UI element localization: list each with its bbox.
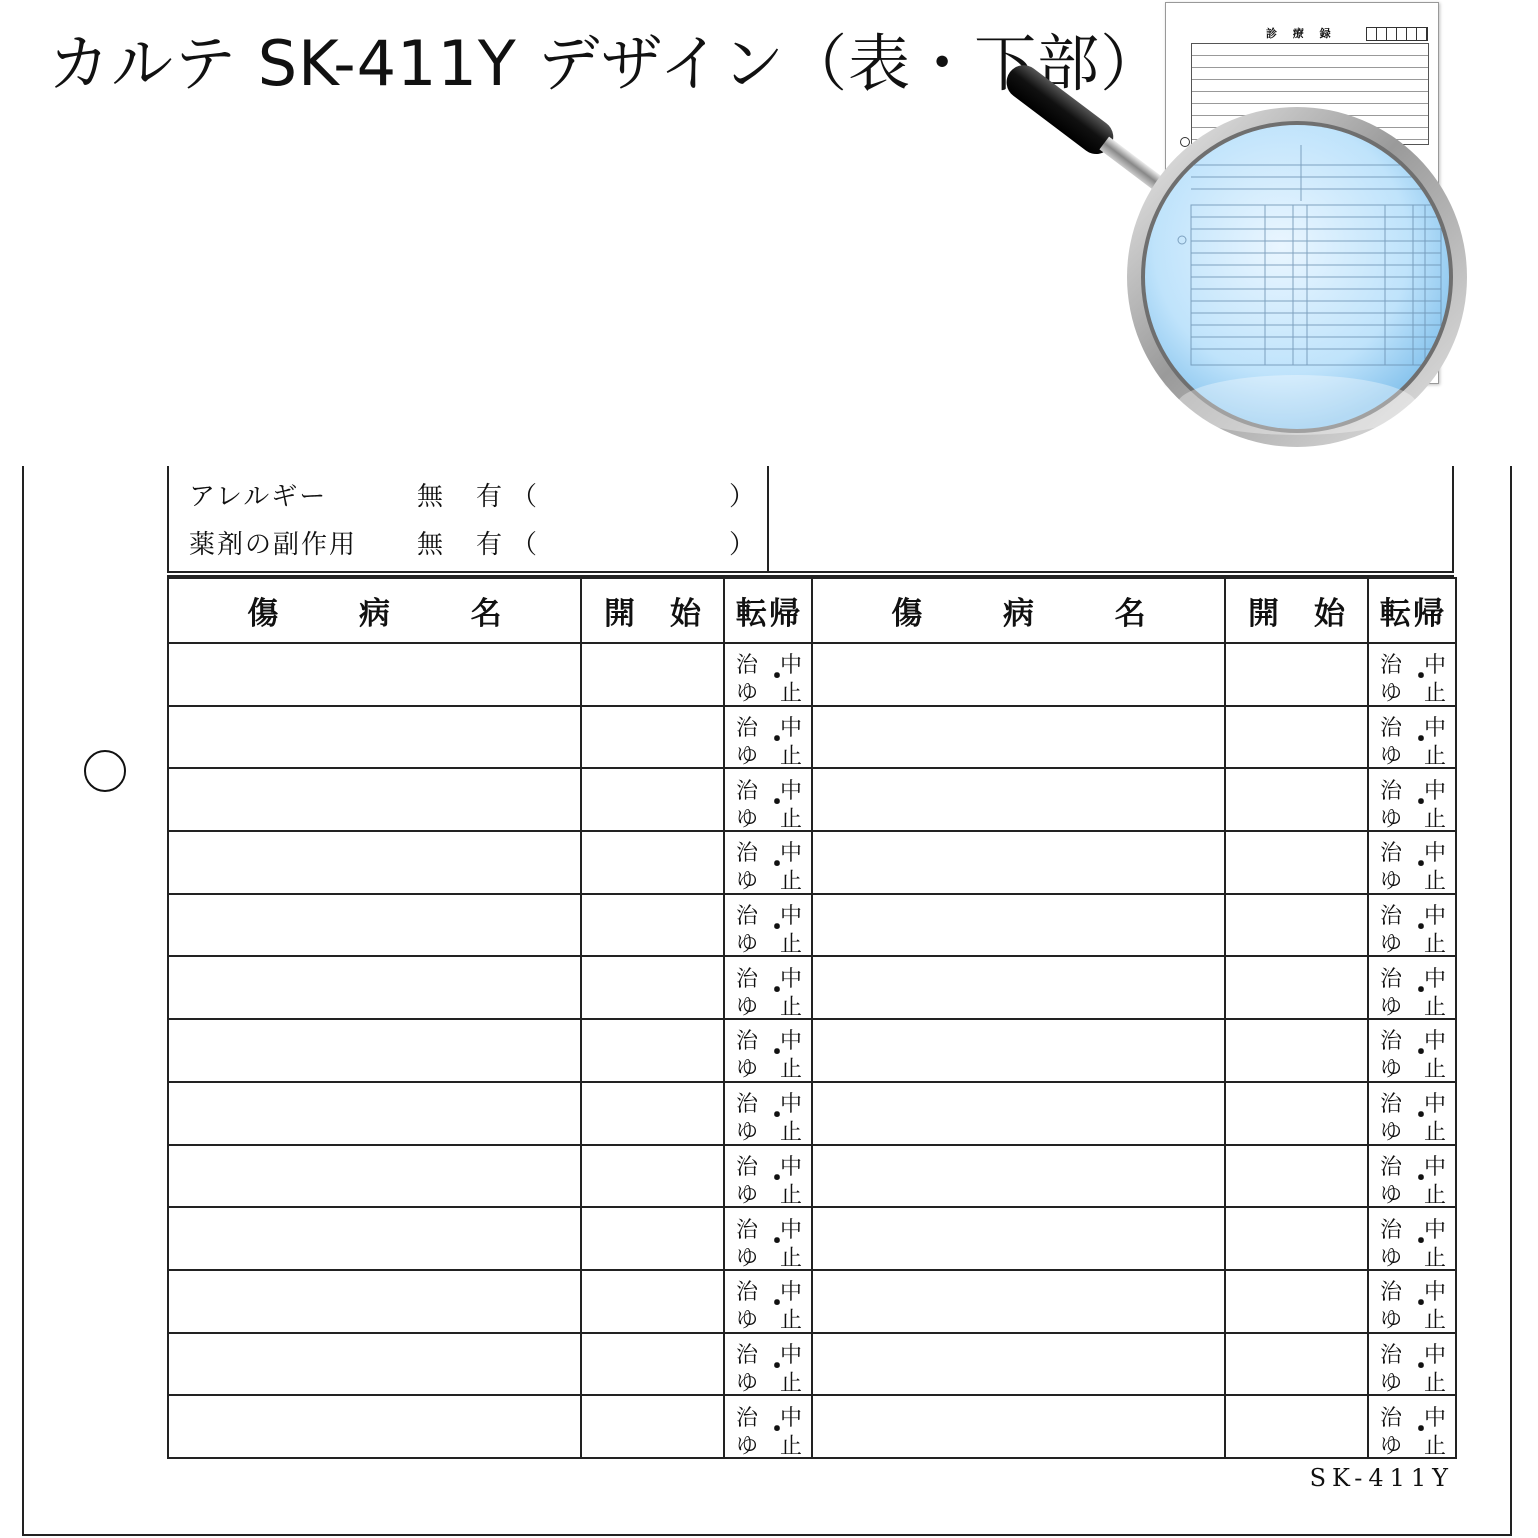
outcome-cured-top: 治	[1380, 1280, 1403, 1306]
start-date-cell-left[interactable]	[581, 1207, 724, 1270]
outcome-stop-bottom: 止	[780, 1370, 803, 1396]
disease-name-cell-left[interactable]	[168, 894, 581, 957]
outcome-separator: ・	[1408, 1414, 1435, 1445]
outcome-separator: ・	[764, 1101, 791, 1132]
outcome-stop-bottom: 止	[1424, 1245, 1447, 1271]
outcome-cell-right[interactable]	[1368, 1270, 1456, 1333]
outcome-stop-bottom: 止	[1424, 806, 1447, 832]
outcome-cured-top: 治	[1380, 1405, 1403, 1431]
outcome-cured-top: 治	[1380, 1342, 1403, 1368]
disease-name-cell-left[interactable]	[168, 1207, 581, 1270]
outcome-stop-top: 中	[780, 1217, 803, 1243]
start-date-cell-right[interactable]	[1225, 831, 1368, 894]
outcome-stop-bottom: 止	[1424, 681, 1447, 707]
outcome-cured-bottom: ゆ	[736, 806, 759, 832]
outcome-choice	[1369, 895, 1455, 958]
table-row	[168, 1082, 1456, 1145]
disease-name-cell-right[interactable]	[812, 831, 1225, 894]
disease-name-cell-right[interactable]	[812, 1270, 1225, 1333]
punch-hole	[84, 750, 126, 792]
outcome-stop-top: 中	[1424, 1280, 1447, 1306]
disease-name-cell-right[interactable]	[812, 1145, 1225, 1208]
outcome-cured-top: 治	[736, 1154, 759, 1180]
outcome-cured-top: 治	[1380, 1154, 1403, 1180]
outcome-cured-top: 治	[1380, 778, 1403, 804]
outcome-stop-top: 中	[1424, 841, 1447, 867]
outcome-separator: ・	[1408, 913, 1435, 944]
outcome-choice	[1369, 958, 1455, 1018]
outcome-stop-bottom: 止	[780, 1182, 803, 1208]
outcome-cured-bottom: ゆ	[1380, 869, 1403, 895]
table-row	[168, 643, 1456, 706]
side-effects-none-option[interactable]: 無	[417, 530, 446, 560]
thumbnail-title: 診 療 録	[1266, 27, 1337, 40]
disease-name-cell-right[interactable]	[812, 1333, 1225, 1396]
outcome-cell-left[interactable]	[724, 956, 812, 1019]
start-date-cell-left[interactable]	[581, 768, 724, 831]
outcome-stop-top: 中	[780, 1154, 803, 1180]
outcome-cell-right[interactable]	[1368, 894, 1456, 957]
outcome-separator: ・	[764, 1289, 791, 1320]
outcome-cell-right[interactable]	[1368, 643, 1456, 706]
header-outcome-left	[724, 578, 812, 643]
outcome-cured-bottom: ゆ	[1380, 806, 1403, 832]
outcome-cured-bottom: ゆ	[1380, 1245, 1403, 1271]
outcome-stop-top: 中	[1424, 1405, 1447, 1431]
start-date-cell-left[interactable]	[581, 1270, 724, 1333]
outcome-stop-bottom: 止	[780, 1057, 803, 1083]
start-date-cell-right[interactable]	[1225, 643, 1368, 706]
outcome-choice	[725, 644, 811, 707]
outcome-stop-bottom: 止	[780, 1433, 803, 1459]
outcome-cured-top: 治	[736, 653, 759, 679]
outcome-cell-left[interactable]	[724, 1145, 812, 1208]
outcome-separator: ・	[1408, 975, 1435, 1006]
start-date-cell-right[interactable]	[1225, 1145, 1368, 1208]
outcome-stop-bottom: 止	[1424, 1057, 1447, 1083]
outcome-separator: ・	[764, 1038, 791, 1069]
outcome-choice	[1369, 832, 1455, 895]
outcome-stop-top: 中	[780, 1280, 803, 1306]
outcome-stop-bottom: 止	[780, 1308, 803, 1334]
allergy-label: アレルギー	[189, 482, 328, 512]
outcome-stop-top: 中	[780, 653, 803, 679]
outcome-cured-bottom: ゆ	[1380, 1182, 1403, 1208]
outcome-stop-bottom: 止	[780, 681, 803, 707]
start-date-cell-right[interactable]	[1225, 956, 1368, 1019]
disease-name-cell-left[interactable]	[168, 1019, 581, 1082]
outcome-stop-bottom: 止	[1424, 1120, 1447, 1146]
outcome-stop-bottom: 止	[1424, 1433, 1447, 1459]
outcome-choice	[725, 832, 811, 895]
header-text: 傷 病 名	[247, 596, 502, 632]
outcome-cured-bottom: ゆ	[736, 869, 759, 895]
outcome-stop-bottom: 止	[1424, 932, 1447, 958]
outcome-separator: ・	[764, 662, 791, 693]
outcome-separator: ・	[764, 725, 791, 756]
allergy-paren-open: （	[511, 482, 540, 512]
outcome-separator: ・	[1408, 725, 1435, 756]
side-effects-label: 薬剤の副作用	[189, 530, 358, 560]
outcome-stop-bottom: 止	[780, 1120, 803, 1146]
outcome-cured-top: 治	[736, 1280, 759, 1306]
outcome-cured-top: 治	[1380, 904, 1403, 930]
start-date-cell-right[interactable]	[1225, 1395, 1368, 1458]
table-row	[168, 894, 1456, 957]
outcome-separator: ・	[1408, 1101, 1435, 1132]
outcome-choice	[1369, 644, 1455, 707]
disease-name-cell-left[interactable]	[168, 1145, 581, 1208]
start-date-cell-left[interactable]	[581, 1333, 724, 1396]
disease-name-cell-right[interactable]	[812, 1019, 1225, 1082]
outcome-cured-bottom: ゆ	[736, 1245, 759, 1271]
start-date-cell-left[interactable]	[581, 1019, 724, 1082]
start-date-cell-left[interactable]	[581, 1145, 724, 1208]
start-date-cell-left[interactable]	[581, 1395, 724, 1458]
outcome-cell-right[interactable]	[1368, 1019, 1456, 1082]
disease-name-cell-left[interactable]	[168, 831, 581, 894]
outcome-cell-left[interactable]	[724, 1082, 812, 1145]
outcome-cured-top: 治	[736, 1092, 759, 1118]
outcome-choice	[1369, 1209, 1455, 1269]
outcome-stop-top: 中	[1424, 1029, 1447, 1055]
outcome-separator: ・	[1408, 1038, 1435, 1069]
page-title: カルテ SK-411Y デザイン（表・下部）	[48, 27, 1164, 100]
disease-name-cell-left[interactable]	[168, 1082, 581, 1145]
disease-name-cell-right[interactable]	[812, 706, 1225, 769]
outcome-cell-left[interactable]	[724, 894, 812, 957]
header-outcome-right	[1368, 578, 1456, 643]
outcome-stop-bottom: 止	[1424, 994, 1447, 1020]
outcome-stop-top: 中	[1424, 778, 1447, 804]
outcome-stop-bottom: 止	[1424, 869, 1447, 895]
start-date-cell-left[interactable]	[581, 1082, 724, 1145]
outcome-choice	[1369, 1334, 1455, 1394]
outcome-cell-right[interactable]	[1368, 831, 1456, 894]
outcome-cell-left[interactable]	[724, 768, 812, 831]
disease-table	[167, 577, 1457, 1459]
outcome-cell-left[interactable]	[724, 643, 812, 706]
outcome-cured-top: 治	[736, 904, 759, 930]
start-date-cell-right[interactable]	[1225, 1019, 1368, 1082]
outcome-cured-top: 治	[1380, 1029, 1403, 1055]
table-row	[168, 956, 1456, 1019]
outcome-separator: ・	[1408, 1226, 1435, 1257]
outcome-cured-top: 治	[736, 716, 759, 742]
outcome-cured-bottom: ゆ	[1380, 1308, 1403, 1334]
outcome-stop-top: 中	[780, 841, 803, 867]
outcome-choice	[725, 1271, 811, 1334]
table-row	[168, 1333, 1456, 1396]
disease-name-cell-right[interactable]	[812, 1395, 1225, 1458]
magnifying-glass-icon	[1125, 105, 1470, 450]
allergy-section	[167, 466, 1454, 572]
outcome-cell-right[interactable]	[1368, 1333, 1456, 1396]
outcome-cured-bottom: ゆ	[736, 681, 759, 707]
outcome-separator: ・	[764, 975, 791, 1006]
outcome-stop-top: 中	[780, 966, 803, 992]
start-date-cell-right[interactable]	[1225, 1270, 1368, 1333]
outcome-cured-top: 治	[1380, 653, 1403, 679]
outcome-cured-top: 治	[736, 1405, 759, 1431]
outcome-cell-left[interactable]	[724, 831, 812, 894]
outcome-stop-top: 中	[1424, 653, 1447, 679]
start-date-cell-left[interactable]	[581, 831, 724, 894]
disease-name-cell-right[interactable]	[812, 768, 1225, 831]
header-text: 転 帰	[736, 596, 800, 632]
outcome-cured-bottom: ゆ	[1380, 744, 1403, 770]
outcome-cured-top: 治	[1380, 716, 1403, 742]
outcome-cured-bottom: ゆ	[1380, 1120, 1403, 1146]
outcome-cured-bottom: ゆ	[736, 1433, 759, 1459]
table-row	[168, 1145, 1456, 1208]
outcome-cured-top: 治	[1380, 841, 1403, 867]
outcome-cell-left[interactable]	[724, 1207, 812, 1270]
outcome-separator: ・	[764, 787, 791, 818]
header-disease-name-left	[168, 578, 581, 643]
outcome-stop-bottom: 止	[1424, 1370, 1447, 1396]
start-date-cell-right[interactable]	[1225, 1207, 1368, 1270]
outcome-choice	[1369, 1020, 1455, 1083]
disease-name-cell-right[interactable]	[812, 1207, 1225, 1270]
table-row	[168, 1395, 1456, 1458]
disease-name-cell-left[interactable]	[168, 1333, 581, 1396]
outcome-stop-top: 中	[780, 1092, 803, 1118]
outcome-cured-bottom: ゆ	[736, 1120, 759, 1146]
outcome-cell-left[interactable]	[724, 1333, 812, 1396]
outcome-stop-top: 中	[780, 904, 803, 930]
outcome-cured-bottom: ゆ	[736, 744, 759, 770]
outcome-cured-bottom: ゆ	[1380, 681, 1403, 707]
outcome-separator: ・	[1408, 1163, 1435, 1194]
outcome-cured-bottom: ゆ	[736, 1057, 759, 1083]
outcome-cured-top: 治	[1380, 1217, 1403, 1243]
outcome-cured-bottom: ゆ	[1380, 1057, 1403, 1083]
outcome-choice	[725, 958, 811, 1018]
outcome-choice	[725, 770, 811, 830]
outcome-separator: ・	[764, 1163, 791, 1194]
table-row	[168, 1019, 1456, 1082]
outcome-stop-bottom: 止	[1424, 1308, 1447, 1334]
start-date-cell-right[interactable]	[1225, 768, 1368, 831]
outcome-cured-top: 治	[736, 1029, 759, 1055]
outcome-stop-bottom: 止	[1424, 744, 1447, 770]
table-row	[168, 1207, 1456, 1270]
outcome-choice	[725, 1146, 811, 1206]
header-start-left	[581, 578, 724, 643]
outcome-cell-right[interactable]	[1368, 1145, 1456, 1208]
outcome-choice	[725, 1209, 811, 1269]
outcome-separator: ・	[764, 1351, 791, 1382]
disease-name-cell-right[interactable]	[812, 894, 1225, 957]
outcome-choice	[725, 1334, 811, 1394]
header-disease-name-right	[812, 578, 1225, 643]
header-text: 傷 病 名	[891, 596, 1146, 632]
outcome-cured-bottom: ゆ	[736, 994, 759, 1020]
start-date-cell-left[interactable]	[581, 706, 724, 769]
outcome-choice	[1369, 707, 1455, 770]
start-date-cell-right[interactable]	[1225, 1082, 1368, 1145]
outcome-cured-bottom: ゆ	[736, 1182, 759, 1208]
side-effects-paren-close: ）	[729, 530, 758, 560]
outcome-cured-top: 治	[736, 1342, 759, 1368]
outcome-cured-top: 治	[736, 966, 759, 992]
outcome-choice	[1369, 1083, 1455, 1146]
outcome-stop-top: 中	[780, 716, 803, 742]
outcome-cell-right[interactable]	[1368, 1395, 1456, 1458]
outcome-cured-top: 治	[1380, 1092, 1403, 1118]
header-text: 転 帰	[1380, 596, 1444, 632]
outcome-cured-top: 治	[736, 841, 759, 867]
outcome-cell-left[interactable]	[724, 1270, 812, 1333]
disease-name-cell-right[interactable]	[812, 956, 1225, 1019]
disease-name-cell-left[interactable]	[168, 1270, 581, 1333]
outcome-cured-top: 治	[736, 778, 759, 804]
outcome-cured-bottom: ゆ	[736, 1308, 759, 1334]
outcome-stop-top: 中	[1424, 1154, 1447, 1180]
start-date-cell-right[interactable]	[1225, 706, 1368, 769]
outcome-separator: ・	[764, 913, 791, 944]
outcome-separator: ・	[764, 1226, 791, 1257]
thumbnail-number-boxes	[1366, 27, 1428, 41]
table-row	[168, 1270, 1456, 1333]
disease-name-cell-right[interactable]	[812, 1082, 1225, 1145]
outcome-stop-top: 中	[780, 1342, 803, 1368]
outcome-separator: ・	[1408, 662, 1435, 693]
outcome-stop-bottom: 止	[1424, 1182, 1447, 1208]
outcome-separator: ・	[1408, 1289, 1435, 1320]
allergy-paren-close: ）	[729, 482, 758, 512]
outcome-choice	[725, 1083, 811, 1146]
outcome-choice	[725, 707, 811, 770]
start-date-cell-right[interactable]	[1225, 894, 1368, 957]
outcome-cured-bottom: ゆ	[1380, 994, 1403, 1020]
outcome-cured-bottom: ゆ	[1380, 932, 1403, 958]
outcome-cell-right[interactable]	[1368, 768, 1456, 831]
outcome-stop-bottom: 止	[780, 994, 803, 1020]
outcome-stop-top: 中	[780, 1405, 803, 1431]
table-row	[168, 831, 1456, 894]
start-date-cell-left[interactable]	[581, 894, 724, 957]
outcome-stop-top: 中	[1424, 904, 1447, 930]
outcome-cell-left[interactable]	[724, 706, 812, 769]
disease-name-cell-right[interactable]	[812, 643, 1225, 706]
disease-name-cell-left[interactable]	[168, 1395, 581, 1458]
outcome-cell-right[interactable]	[1368, 1207, 1456, 1270]
disease-name-cell-left[interactable]	[168, 956, 581, 1019]
header-start-right	[1225, 578, 1368, 643]
disease-name-cell-left[interactable]	[168, 706, 581, 769]
outcome-cell-right[interactable]	[1368, 956, 1456, 1019]
header-text: 開 始	[604, 596, 701, 632]
outcome-cell-left[interactable]	[724, 1395, 812, 1458]
disease-name-cell-left[interactable]	[168, 643, 581, 706]
outcome-cured-bottom: ゆ	[736, 932, 759, 958]
side-effects-yes-option[interactable]: 有	[476, 530, 505, 560]
outcome-stop-bottom: 止	[780, 1245, 803, 1271]
outcome-cured-top: 治	[1380, 966, 1403, 992]
outcome-choice	[1369, 770, 1455, 830]
outcome-stop-top: 中	[1424, 1342, 1447, 1368]
outcome-choice	[1369, 1271, 1455, 1334]
outcome-separator: ・	[764, 1414, 791, 1445]
outcome-choice	[725, 1020, 811, 1083]
outcome-cell-right[interactable]	[1368, 706, 1456, 769]
outcome-stop-top: 中	[1424, 716, 1447, 742]
outcome-cured-bottom: ゆ	[736, 1370, 759, 1396]
outcome-cell-left[interactable]	[724, 1019, 812, 1082]
outcome-cell-right[interactable]	[1368, 1082, 1456, 1145]
outcome-separator: ・	[1408, 787, 1435, 818]
table-row	[168, 706, 1456, 769]
start-date-cell-left[interactable]	[581, 956, 724, 1019]
start-date-cell-left[interactable]	[581, 643, 724, 706]
disease-name-cell-left[interactable]	[168, 768, 581, 831]
outcome-stop-top: 中	[1424, 966, 1447, 992]
outcome-choice	[725, 895, 811, 958]
outcome-stop-bottom: 止	[780, 869, 803, 895]
form-code: SK-411Y	[1309, 1464, 1454, 1492]
outcome-choice	[725, 1397, 811, 1457]
outcome-choice	[1369, 1146, 1455, 1206]
disease-table-header	[168, 578, 1456, 643]
side-effects-paren-open: （	[511, 530, 540, 560]
start-date-cell-right[interactable]	[1225, 1333, 1368, 1396]
outcome-separator: ・	[1408, 1351, 1435, 1382]
header-text: 開 始	[1248, 596, 1345, 632]
outcome-cured-bottom: ゆ	[1380, 1370, 1403, 1396]
outcome-choice	[1369, 1397, 1455, 1457]
outcome-separator: ・	[1408, 850, 1435, 881]
outcome-stop-top: 中	[1424, 1092, 1447, 1118]
outcome-cured-bottom: ゆ	[1380, 1433, 1403, 1459]
table-row	[168, 768, 1456, 831]
outcome-cured-top: 治	[736, 1217, 759, 1243]
outcome-stop-top: 中	[780, 778, 803, 804]
outcome-stop-bottom: 止	[780, 806, 803, 832]
outcome-stop-bottom: 止	[780, 932, 803, 958]
outcome-separator: ・	[764, 850, 791, 881]
allergy-none-option[interactable]: 無	[417, 482, 446, 512]
outcome-stop-top: 中	[1424, 1217, 1447, 1243]
outcome-stop-bottom: 止	[780, 744, 803, 770]
outcome-stop-top: 中	[780, 1029, 803, 1055]
allergy-yes-option[interactable]: 有	[476, 482, 505, 512]
